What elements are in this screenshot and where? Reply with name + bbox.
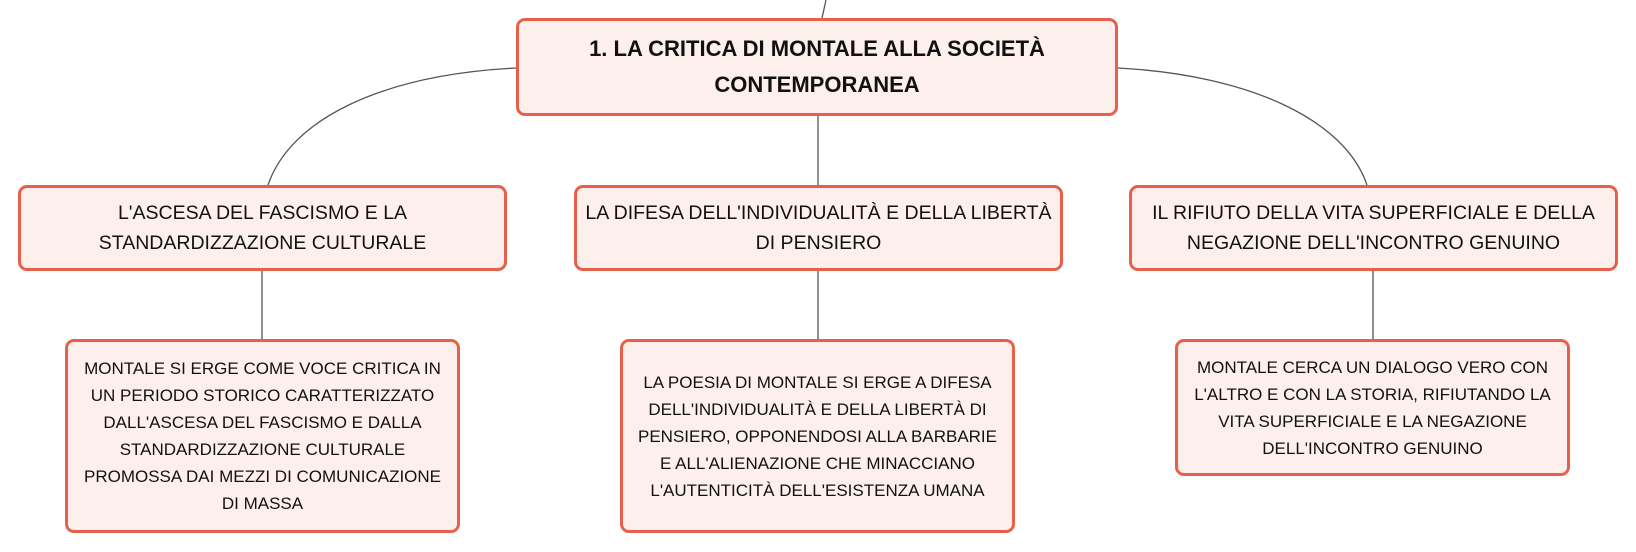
connector-root-to-branch-3 bbox=[1118, 68, 1367, 185]
root-topic-label: 1. LA CRITICA DI MONTALE ALLA SOCIETÀ CONTEMPORANEA bbox=[589, 36, 1045, 97]
connector-root-to-branch-1 bbox=[268, 68, 516, 185]
detail-node-2[interactable] bbox=[620, 339, 1015, 533]
branch-node-1[interactable] bbox=[18, 185, 507, 271]
branch-node-3[interactable] bbox=[1129, 185, 1618, 271]
branch-node-2[interactable] bbox=[574, 185, 1063, 271]
detail-text: MONTALE CERCA UN DIALOGO VERO CON L'ALTRO E CON LA STORIA, RIFIUTANDO LA VITA SUPERFICIALE E LA NEGAZIONE DELL'INCONTRO GENUINO bbox=[1194, 357, 1551, 458]
connector-parent-stub bbox=[822, 0, 826, 18]
detail-node-3[interactable] bbox=[1175, 339, 1570, 476]
branch-label: L'ASCESA DEL FASCISMO E LA STANDARDIZZAZIONE CULTURALE bbox=[98, 202, 427, 254]
branch-label: LA DIFESA DELL'INDIVIDUALITÀ E DELLA LIBERTÀ DI PENSIERO bbox=[585, 202, 1052, 254]
detail-node-1[interactable] bbox=[65, 339, 460, 533]
detail-text: LA POESIA DI MONTALE SI ERGE A DIFESA DELL'INDIVIDUALITÀ E DELLA LIBERTÀ DI PENSIERO, OPPONENDOSI ALLA BARBARIE E ALL'ALIENAZIONE CHE MINACCIANO L'AUTENTICITÀ DELL'ESISTENZA UMANA bbox=[637, 372, 997, 500]
root-topic-node[interactable] bbox=[516, 18, 1118, 116]
detail-text: MONTALE SI ERGE COME VOCE CRITICA IN UN PERIODO STORICO CARATTERIZZATO DALL'ASCESA DEL FASCISMO E DALLA STANDARDIZZAZIONE CULTURALE PROMOSSA DAI MEZZI DI COMUNICAZIONE DI MASSA bbox=[83, 359, 442, 513]
branch-label: IL RIFIUTO DELLA VITA SUPERFICIALE E DELLA NEGAZIONE DELL'INCONTRO GENUINO bbox=[1152, 202, 1595, 254]
